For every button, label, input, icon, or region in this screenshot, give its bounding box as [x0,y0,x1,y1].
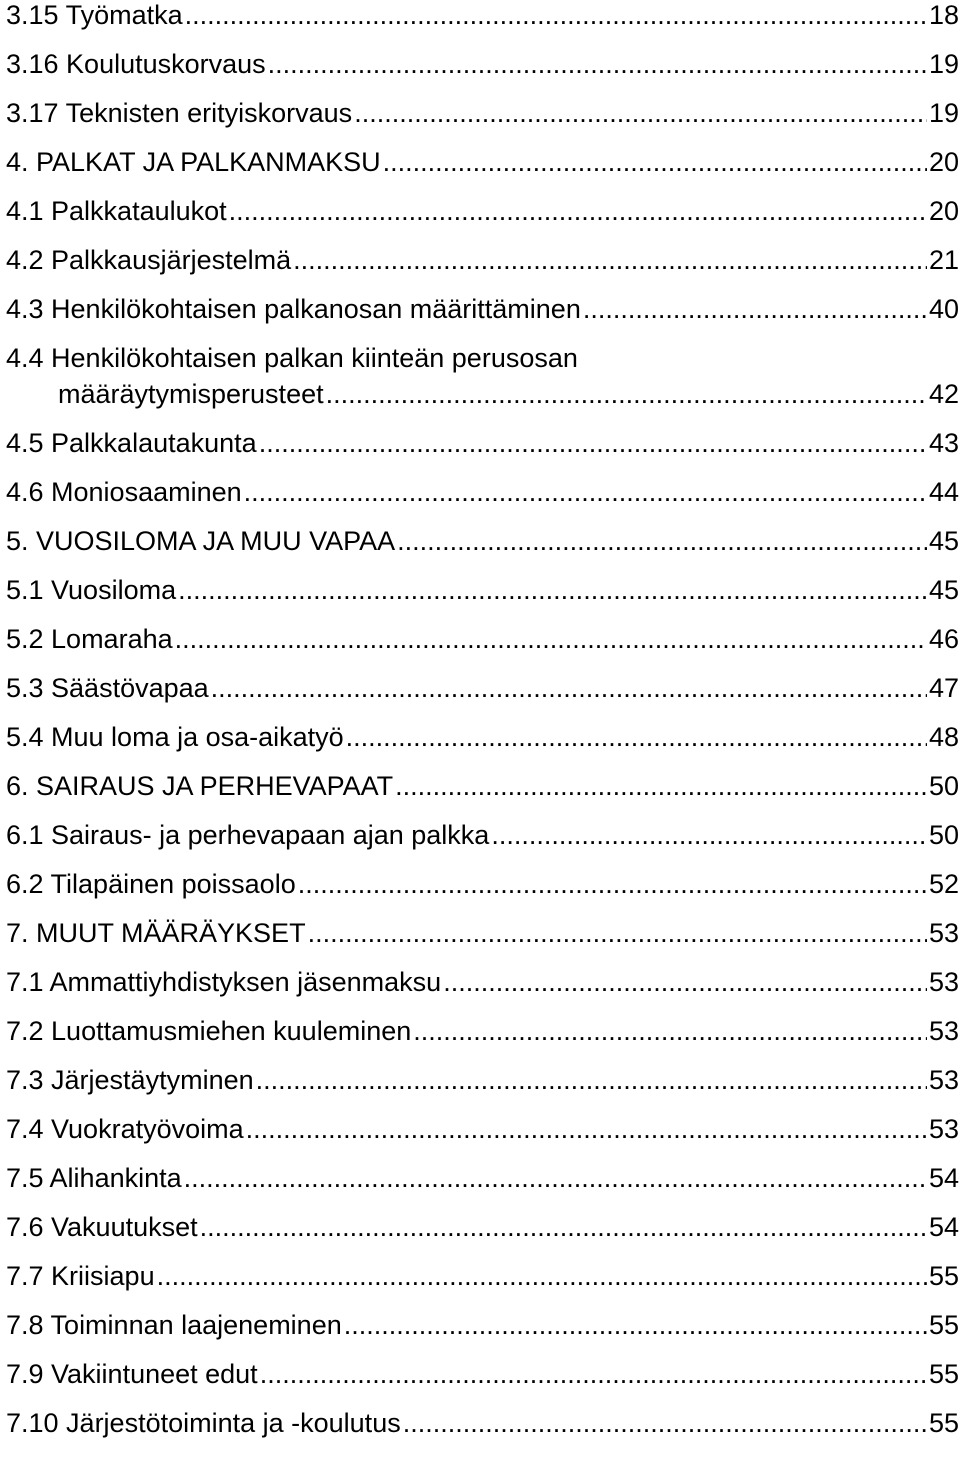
dot-leader [200,1212,927,1242]
toc-entry[interactable] [6,1114,959,1163]
toc-entry-title: 3.17 Teknisten erityiskorvaus [6,98,353,128]
table-of-contents [6,0,959,1457]
toc-entry-title: 4. PALKAT JA PALKANMAKSU [6,147,381,177]
dot-leader [178,575,927,605]
toc-entry-title: määräytymisperusteet [58,379,324,409]
toc-page-number: 53 [928,1114,959,1144]
toc-page-number: 20 [928,196,959,226]
toc-entry-title: 7.2 Luottamusmiehen kuuleminen [6,1016,412,1046]
dot-leader [491,820,927,850]
dot-leader [157,1261,927,1291]
toc-entry[interactable] [6,771,959,820]
dot-leader [185,0,927,30]
toc-page-number: 20 [928,147,959,177]
toc-entry-title: 4.3 Henkilökohtaisen palkanosan määrittäminen [6,294,581,324]
toc-entry-title: 7.7 Kriisiapu [6,1261,155,1291]
toc-entry-title: 4.5 Palkkalautakunta [6,428,257,458]
toc-entry-title: 4.6 Moniosaaminen [6,477,242,507]
toc-entry-title: 5.3 Säästövapaa [6,673,209,703]
toc-entry-title: 4.1 Palkkataulukot [6,196,227,226]
toc-entry[interactable] [6,1065,959,1114]
toc-entry-title: 4.2 Palkkausjärjestelmä [6,245,292,275]
toc-entry[interactable] [6,147,959,196]
toc-entry[interactable] [6,1016,959,1065]
toc-entry[interactable] [6,1163,959,1212]
dot-leader [268,49,927,79]
toc-entry[interactable] [6,1359,959,1408]
dot-leader [259,428,927,458]
dot-leader [403,1408,927,1438]
dot-leader [175,624,927,654]
toc-page-number: 50 [928,771,959,801]
toc-entry[interactable] [6,1261,959,1310]
toc-page-number: 55 [928,1310,959,1340]
toc-page-number: 40 [928,294,959,324]
toc-entry-title: 7. MUUT MÄÄRÄYKSET [6,918,306,948]
toc-page-number: 45 [928,575,959,605]
toc-entry[interactable] [6,820,959,869]
toc-page-number: 53 [928,1065,959,1095]
toc-page-number: 54 [928,1163,959,1193]
toc-page-number: 53 [928,967,959,997]
toc-entry[interactable] [6,673,959,722]
toc-entry[interactable] [6,1212,959,1261]
toc-entry[interactable] [6,967,959,1016]
toc-page-number: 47 [928,673,959,703]
dot-leader [246,1114,927,1144]
toc-entry[interactable] [6,1408,959,1457]
toc-entry[interactable] [6,575,959,624]
toc-entry-title: 7.4 Vuokratyövoima [6,1114,244,1144]
toc-page-number: 44 [928,477,959,507]
dot-leader [260,1359,927,1389]
toc-entry[interactable] [6,0,959,49]
toc-entry-title: 7.1 Ammattiyhdistyksen jäsenmaksu [6,967,442,997]
toc-page-number: 54 [928,1212,959,1242]
dot-leader [397,526,927,556]
toc-entry[interactable] [6,428,959,477]
toc-page-number: 53 [928,918,959,948]
toc-entry-title-line1: 4.4 Henkilökohtaisen palkan kiinteän perusosan [6,343,578,373]
toc-entry-title: 3.16 Koulutuskorvaus [6,49,266,79]
dot-leader [298,869,927,899]
toc-entry-title: 7.9 Vakiintuneet edut [6,1359,258,1389]
toc-entry-title: 5. VUOSILOMA JA MUU VAPAA [6,526,396,556]
toc-page-number: 21 [928,245,959,275]
toc-page-number: 18 [928,0,959,30]
toc-entry-title: 5.1 Vuosiloma [6,575,177,605]
toc-entry-title: 5.2 Lomaraha [6,624,173,654]
dot-leader [229,196,927,226]
toc-entry-title: 7.8 Toiminnan laajeneminen [6,1310,342,1340]
toc-entry-title: 7.6 Vakuutukset [6,1212,198,1242]
toc-entry[interactable] [6,722,959,771]
toc-page-number: 52 [928,869,959,899]
toc-entry-title: 7.3 Järjestäytyminen [6,1065,254,1095]
toc-entry[interactable] [6,526,959,575]
toc-entry[interactable] [6,869,959,918]
toc-entry[interactable] [6,49,959,98]
toc-page-number: 50 [928,820,959,850]
toc-entry-title: 6.1 Sairaus- ja perhevapaan ajan palkka [6,820,490,850]
toc-page-number: 48 [928,722,959,752]
toc-page-number: 55 [928,1359,959,1389]
toc-entry[interactable] [6,294,959,343]
dot-leader [244,477,927,507]
toc-entry-title: 6. SAIRAUS JA PERHEVAPAAT [6,771,394,801]
toc-page-number: 53 [928,1016,959,1046]
toc-entry[interactable] [6,918,959,967]
dot-leader [308,918,927,948]
toc-page-number: 55 [928,1261,959,1291]
dot-leader [293,245,927,275]
toc-entry-title: 7.10 Järjestötoiminta ja -koulutus [6,1408,401,1438]
dot-leader [383,147,927,177]
toc-page-number: 55 [928,1408,959,1438]
toc-entry[interactable] [6,624,959,673]
toc-entry-title: 3.15 Työmatka [6,0,183,30]
dot-leader [354,98,927,128]
toc-page-number: 42 [928,379,959,409]
toc-entry[interactable] [6,245,959,294]
dot-leader [583,294,927,324]
toc-page-number: 19 [928,98,959,128]
toc-entry[interactable] [6,343,959,428]
dot-leader [346,722,927,752]
toc-entry-title: 6.2 Tilapäinen poissaolo [6,869,296,899]
toc-entry[interactable] [6,98,959,147]
dot-leader [326,379,927,409]
dot-leader [211,673,927,703]
toc-entry[interactable] [6,196,959,245]
toc-page-number: 19 [928,49,959,79]
dot-leader [256,1065,927,1095]
toc-page-number: 43 [928,428,959,458]
toc-entry-title: 5.4 Muu loma ja osa-aikatyö [6,722,344,752]
toc-entry-title: 7.5 Alihankinta [6,1163,182,1193]
dot-leader [184,1163,927,1193]
toc-page-number: 45 [928,526,959,556]
toc-page-number: 46 [928,624,959,654]
dot-leader [395,771,927,801]
toc-entry[interactable] [6,1310,959,1359]
toc-entry[interactable] [6,477,959,526]
dot-leader [344,1310,927,1340]
dot-leader [413,1016,927,1046]
dot-leader [443,967,927,997]
